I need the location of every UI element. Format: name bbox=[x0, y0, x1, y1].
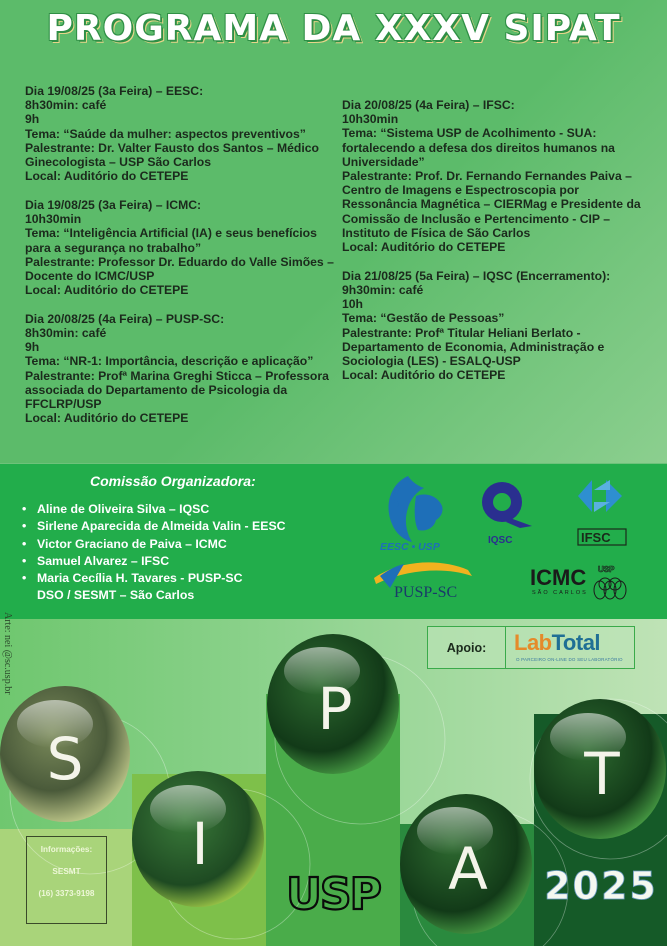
event-time: 9h30min: café bbox=[342, 282, 424, 297]
event-date: Dia 20/08/25 (4a Feira) – PUSP-SC: bbox=[25, 311, 225, 326]
ball-a bbox=[400, 794, 532, 934]
committee-member: • Samuel Alvarez – IFSC bbox=[22, 553, 286, 570]
labtotal-tagline: O PARCEIRO ON-LINE DO SEU LABORATÓRIO bbox=[516, 657, 623, 662]
event-block bbox=[25, 84, 335, 183]
event-location: Local: Auditório do CETEPE bbox=[342, 240, 506, 255]
committee-member: • Maria Cecília H. Tavares - PUSP-SC bbox=[22, 570, 286, 587]
year: 2025 bbox=[544, 864, 658, 908]
event-speaker: Palestrante: Profª Titular Heliani Berlato - Departamento de Economia, Administração e Sociologia (LES) - ESALQ-USP bbox=[342, 325, 605, 368]
committee-member: • Aline de Oliveira Silva – IQSC bbox=[22, 501, 286, 518]
event-theme: Tema: “Sistema USP de Acolhimento - SUA: fortalecendo a defesa dos direitos humanos na Universidade” bbox=[342, 126, 615, 169]
event-time: 10h30min bbox=[342, 112, 399, 127]
labtotal-lab: Lab bbox=[514, 630, 552, 655]
info-box bbox=[26, 836, 107, 924]
event-block bbox=[25, 312, 335, 426]
event-time: 8h30min: café bbox=[25, 98, 107, 113]
event-speaker: Palestrante: Prof. Dr. Fernando Fernandes Paiva – Centro de Imagens e Espectroscopia por Ressonância Magnética – CIERMag e Presidente da Comissão de Inclusão e Pertencimento - CIP – Instituto de Física de São Carlos bbox=[342, 169, 641, 240]
ball-s bbox=[0, 686, 130, 822]
letter-i: I bbox=[191, 810, 209, 878]
iqsc-logo bbox=[482, 482, 532, 546]
event-location: Local: Auditório do CETEPE bbox=[25, 283, 189, 298]
support-box bbox=[427, 626, 635, 669]
event-time: 10h bbox=[342, 297, 364, 312]
event-time: 9h bbox=[25, 340, 40, 355]
committee-list bbox=[22, 501, 286, 605]
event-location: Local: Auditório do CETEPE bbox=[25, 411, 189, 426]
ball-p bbox=[267, 634, 399, 774]
event-speaker: Palestrante: Dr. Valter Fausto dos Santos – Médico Ginecologista – USP São Carlos bbox=[25, 140, 319, 170]
support-label: Apoio: bbox=[428, 627, 506, 668]
committee-member: • Victor Graciano de Paiva – ICMC bbox=[22, 536, 286, 553]
event-theme: Tema: “NR-1: Importância, descrição e aplicação” bbox=[25, 354, 314, 369]
ifsc-logo bbox=[578, 480, 626, 545]
icmc-logo-subtext: SÃO CARLOS bbox=[532, 590, 588, 596]
letter-s: S bbox=[46, 725, 84, 793]
event-block bbox=[342, 98, 657, 254]
icmc-logo bbox=[530, 565, 626, 599]
event-time: 8h30min: café bbox=[25, 326, 107, 341]
schedule-left-column bbox=[25, 84, 335, 440]
icmc-logo-text: ICMC bbox=[530, 565, 587, 590]
labtotal-total: Total bbox=[551, 630, 601, 655]
letter-a: A bbox=[448, 835, 488, 903]
schedule-right-column bbox=[342, 98, 657, 397]
labtotal-logo bbox=[514, 630, 600, 656]
ball-t bbox=[534, 699, 666, 839]
info-title: Informações: bbox=[40, 845, 93, 854]
event-theme: Tema: “Inteligência Artificial (IA) e seus benefícios para a segurança no trabalho” bbox=[25, 226, 317, 255]
page-title: PROGRAMA DA XXXV SIPAT bbox=[46, 8, 621, 49]
event-speaker: Palestrante: Profª Marina Greghi Sticca – Professora associada do Departamento de Psicologia da FFCLRP/USP bbox=[25, 368, 329, 412]
event-block bbox=[25, 198, 335, 297]
pusp-logo bbox=[374, 562, 472, 601]
event-theme: Tema: “Saúde da mulher: aspectos preventivos” bbox=[25, 126, 306, 141]
letter-t: T bbox=[584, 740, 620, 808]
committee-member: • Sirlene Aparecida de Almeida Valin - EESC bbox=[22, 518, 286, 535]
eesc-logo bbox=[380, 476, 443, 553]
usp-logo: USP bbox=[286, 869, 380, 920]
institution-logos bbox=[360, 466, 667, 616]
iqsc-logo-text: IQSC bbox=[488, 535, 513, 546]
art-credit: Arte: nei @sc.usp.br bbox=[2, 612, 13, 695]
event-block bbox=[342, 269, 657, 383]
event-date: Dia 21/08/25 (5a Feira) – IQSC (Encerramento): bbox=[342, 268, 611, 283]
ifsc-logo-text: IFSC bbox=[581, 530, 611, 545]
event-time: 10h30min bbox=[25, 212, 82, 227]
letter-p: P bbox=[317, 675, 353, 743]
event-theme: Tema: “Gestão de Pessoas” bbox=[342, 311, 505, 326]
committee-title: Comissão Organizadora: bbox=[90, 473, 256, 489]
ball-i bbox=[132, 771, 264, 907]
event-time: 9h bbox=[25, 112, 40, 127]
event-location: Local: Auditório do CETEPE bbox=[342, 368, 506, 383]
eesc-logo-text: EESC • USP bbox=[380, 541, 440, 553]
event-location: Local: Auditório do CETEPE bbox=[25, 169, 189, 184]
event-date: Dia 20/08/25 (4a Feira) – IFSC: bbox=[342, 98, 515, 112]
event-date: Dia 19/08/25 (3a Feira) – ICMC: bbox=[25, 197, 202, 212]
icmc-usp-text: USP bbox=[598, 565, 615, 574]
event-speaker: Palestrante: Professor Dr. Eduardo do Valle Simões – Docente do ICMC/USP bbox=[25, 254, 334, 283]
info-org: SESMT bbox=[52, 867, 81, 876]
event-date: Dia 19/08/25 (3a Feira) – EESC: bbox=[25, 84, 204, 98]
committee-footer: DSO / SESMT – São Carlos bbox=[37, 588, 195, 603]
pusp-logo-text: PUSP-SC bbox=[394, 584, 458, 601]
info-phone: (16) 3373-9198 bbox=[38, 889, 95, 898]
